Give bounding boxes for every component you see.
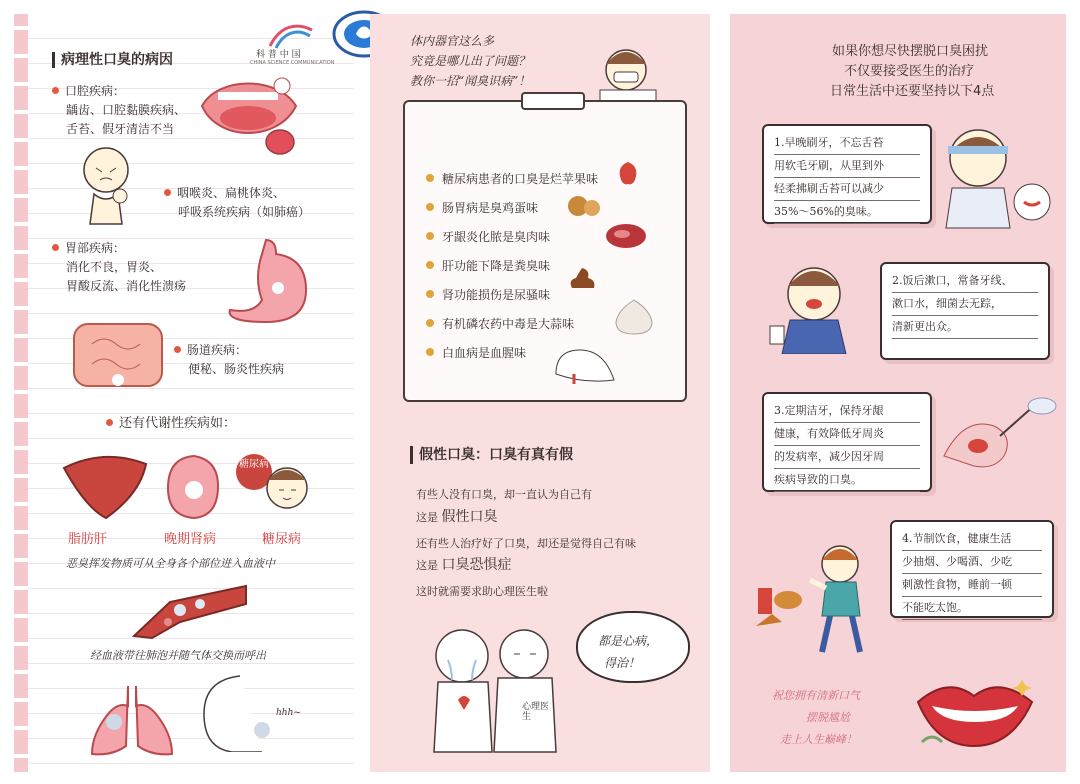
tip-card-2 — [880, 262, 1050, 360]
smell-item-text: 肠胃病是臭鸡蛋味 — [442, 201, 539, 215]
smell-item-text: 有机磷农药中毒是大蒜味 — [442, 317, 575, 331]
girl-brushing-illustration — [938, 118, 1054, 230]
smell-item — [426, 286, 550, 305]
bowel-heading-text: 肠道疾病： — [187, 343, 248, 357]
intro-line-2: 究竟是哪儿出了问题？ — [410, 54, 531, 68]
meat-icon — [604, 218, 648, 250]
tip-4-line: 不能吃太饱。 — [902, 597, 1042, 620]
blood-note: 恶臭挥发物质可从全身各个部位进入血液中 — [66, 557, 275, 570]
tip-3-line: 的发病率，减少因牙周 — [774, 446, 920, 469]
bullet-icon — [426, 232, 434, 240]
bullet-icon — [426, 290, 434, 298]
bullet-icon — [106, 419, 113, 426]
tip-4-line: 4.节制饮食，健康生活 — [902, 528, 1042, 551]
exhale-label: hhh~ — [276, 708, 301, 718]
tip-1-line: 1.早晚刷牙，不忘舌苔 — [774, 132, 920, 155]
science-china-logo-icon — [266, 20, 316, 50]
oral-disease-heading — [52, 82, 125, 101]
metabolic-heading — [106, 414, 236, 433]
rotten-egg-icon — [566, 194, 602, 218]
tip-1-line: 用软毛牙刷，从里到外 — [774, 155, 920, 178]
coughing-person-illustration — [76, 146, 146, 226]
tip-2-line: 清新更出众。 — [892, 316, 1038, 339]
rotten-apple-icon — [618, 158, 638, 186]
brand-logo-subtext: CHINA SCIENCE COMMUNICATION — [250, 60, 335, 66]
stomach-illustration — [226, 236, 310, 326]
smell-item — [426, 170, 598, 189]
smell-item — [426, 257, 550, 276]
tip-3-line: 健康，有效降低牙周炎 — [774, 423, 920, 446]
tips-header-line-2: 不仅要接受医生的治疗 — [844, 64, 975, 79]
patient-and-doctor-illustration — [428, 620, 558, 754]
fake-paragraph-line-5: 这时就需要求助心理医生啦 — [416, 585, 548, 598]
smell-item — [426, 315, 574, 334]
halitophobia-term: 口臭恐惧症 — [441, 557, 512, 573]
fatty-liver-label: 脂肪肝 — [68, 532, 108, 547]
doctor-coat-label: 心理医生 — [522, 702, 550, 722]
smiling-lips-illustration — [912, 672, 1038, 758]
fake-paragraph-line-3: 还有些人治疗好了口臭，却还是觉得自己有味 — [416, 537, 636, 550]
tip-card-1 — [762, 124, 932, 224]
causes-title: 病理性口臭的病因 — [52, 52, 173, 68]
closing-line-3: 走上人生巅峰！ — [780, 733, 857, 746]
stomach-heading-text: 胃部疾病： — [65, 241, 126, 255]
throat-line-2: 呼吸系统疾病（如肺癌） — [178, 205, 311, 219]
tip-card-3 — [762, 392, 932, 492]
closing-line-1: 祝您拥有清新口气 — [772, 689, 860, 702]
throat-line-1 — [164, 184, 285, 203]
fake-prefix-1: 这是 — [416, 511, 438, 524]
pseudo-halitosis-term: 假性口臭 — [441, 509, 498, 525]
tip-2-line: 漱口水，细菌去无踪， — [892, 293, 1038, 316]
kidney-illustration — [164, 452, 224, 522]
bullet-icon — [426, 319, 434, 327]
bullet-icon — [426, 261, 434, 269]
intro-line-1: 体内器官这么多 — [410, 34, 495, 48]
stomach-line-1: 消化不良，胃炎、 — [66, 260, 163, 274]
stomach-line-2: 胃酸反流、消化性溃疡 — [66, 279, 187, 293]
tip-3-line: 3.定期洁牙，保持牙龈 — [774, 400, 920, 423]
closing-line-2: 摆脱尴尬 — [806, 711, 850, 724]
bubble-line-1: 都是心病， — [598, 634, 659, 648]
tips-header-line-3: 日常生活中还要坚持以下4点 — [830, 84, 995, 99]
diabetes-badge: 糖尿病 — [236, 454, 272, 490]
tip-2-line: 2.饭后漱口，常备牙线、 — [892, 270, 1038, 293]
diabetes-label: 糖尿病 — [262, 532, 302, 547]
oral-heading-text: 口腔疾病： — [65, 84, 126, 98]
fake-paragraph-line-1: 有些人没有口臭，却一直认为自己有 — [416, 488, 592, 501]
poop-icon — [568, 262, 598, 292]
oral-line-2: 舌苔、假牙清洁不当 — [66, 122, 175, 136]
brand-logo-text: 科 普 中 国 — [256, 50, 301, 60]
smell-item-text: 牙龈炎化脓是臭肉味 — [442, 230, 551, 244]
throat-line-1-text: 咽喉炎、扁桃体炎、 — [177, 186, 286, 200]
diabetes-child-illustration — [262, 462, 312, 512]
metabolic-heading-text: 还有代谢性疾病如： — [119, 416, 237, 431]
boy-rinsing-illustration — [766, 258, 860, 354]
boy-refusing-junkfood-illustration — [752, 540, 882, 658]
exhaling-face-illustration — [200, 672, 270, 752]
smell-item-text: 白血病是血腥味 — [442, 346, 527, 360]
intestine-illustration — [70, 320, 166, 390]
bullet-icon — [52, 244, 59, 251]
lung-note: 经血液带往肺泡并随气体交换而呼出 — [90, 649, 266, 662]
bullet-icon — [426, 174, 434, 182]
oral-line-1: 龋齿、口腔黏膜疾病、 — [66, 103, 187, 117]
notebook-holes — [14, 14, 28, 772]
bubble-line-2: 得治！ — [604, 656, 641, 670]
tip-4-line: 少抽烟、少喝酒、少吃 — [902, 551, 1042, 574]
tips-header-line-1: 如果你想尽快摆脱口臭困扰 — [832, 44, 989, 59]
bowel-disease-heading — [174, 341, 247, 360]
smell-item-text: 肾功能损伤是尿骚味 — [442, 288, 551, 302]
bowel-line-1: 便秘、肠炎性疾病 — [188, 362, 285, 376]
tip-3-line: 疾病导致的口臭。 — [774, 469, 920, 492]
ghost-blood-icon — [548, 344, 618, 388]
open-mouth-illustration — [198, 76, 300, 158]
intro-line-3: 教你一招“闻臭识病”！ — [410, 74, 531, 88]
bullet-icon — [52, 87, 59, 94]
smell-item — [426, 199, 538, 218]
tip-card-4 — [890, 520, 1054, 618]
tip-4-line: 刺激性食物，睡前一顿 — [902, 574, 1042, 597]
blood-vessel-illustration — [130, 578, 250, 640]
bullet-icon — [426, 348, 434, 356]
clipboard-clip-icon — [521, 92, 585, 110]
smell-item — [426, 344, 526, 363]
smell-item-text: 糖尿病患者的口臭是烂苹果味 — [442, 172, 599, 186]
fake-prefix-2: 这是 — [416, 559, 438, 572]
doctor-peeking-illustration — [596, 44, 660, 102]
kidney-disease-label: 晚期肾病 — [164, 532, 217, 547]
lungs-illustration — [84, 680, 180, 756]
fake-paragraph-line-4 — [416, 556, 512, 575]
dental-cleaning-illustration — [940, 396, 1060, 476]
smell-item-text: 肝功能下降是粪臭味 — [442, 259, 551, 273]
fake-paragraph-line-2 — [416, 508, 498, 527]
bullet-icon — [426, 203, 434, 211]
bullet-icon — [164, 189, 171, 196]
bullet-icon — [174, 346, 181, 353]
tip-1-line: 轻柔拂刷舌苔可以减少 — [774, 178, 920, 201]
garlic-icon — [612, 296, 656, 336]
smell-item — [426, 228, 550, 247]
fatty-liver-illustration — [60, 452, 148, 522]
fake-halitosis-title: 假性口臭：口臭有真有假 — [410, 446, 573, 464]
stomach-disease-heading — [52, 239, 125, 258]
tip-1-line: 35%～56%的臭味。 — [774, 201, 920, 224]
